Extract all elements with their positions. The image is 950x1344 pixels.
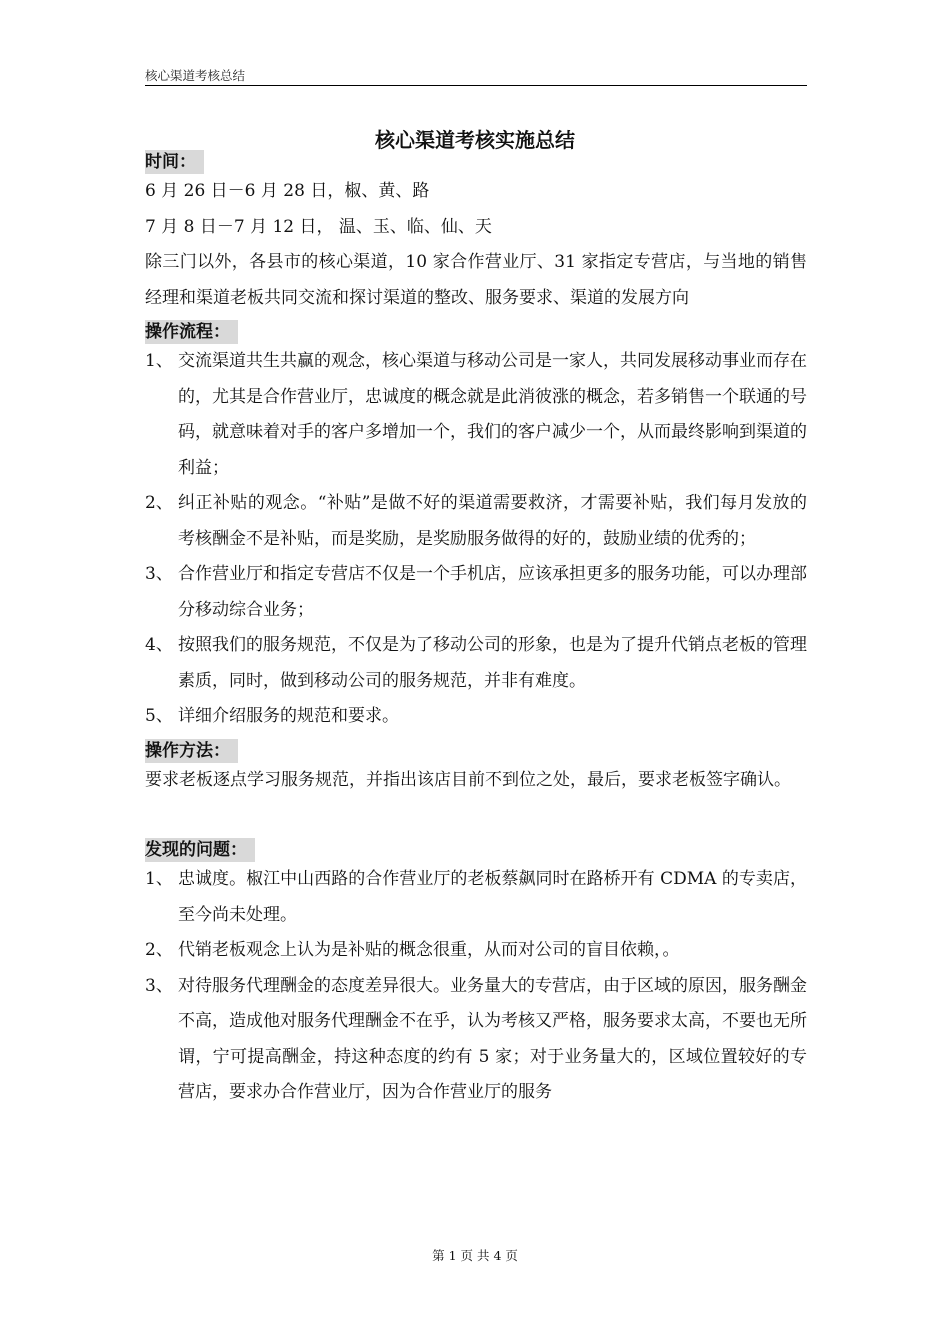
list-text: 忠诚度。椒江中山西路的合作营业厅的老板蔡飙同时在路桥开有 CDMA 的专卖店，至今尚未处理。 [178, 869, 807, 925]
list-number: 2、 [145, 493, 173, 513]
list-item [145, 557, 807, 628]
blank-line [145, 798, 807, 834]
list-item [145, 699, 807, 735]
section-heading-problems: 发现的问题： [145, 838, 255, 862]
list-number: 3、 [145, 564, 173, 584]
list-text: 合作营业厅和指定专营店不仅是一个手机店，应该承担更多的服务功能，可以办理部分移动综合业务； [178, 564, 807, 620]
list-text: 纠正补贴的观念。“补贴”是做不好的渠道需要救济，才需要补贴，我们每月发放的考核酬金不是补贴，而是奖励，是奖励服务做得的好的，鼓励业绩的优秀的； [178, 493, 807, 549]
list-number: 3、 [145, 975, 173, 996]
list-item [145, 862, 807, 933]
method-text: 要求老板逐点学习服务规范，并指出该店目前不到位之处，最后，要求老板签字确认。 [145, 769, 791, 790]
list-item [145, 969, 807, 1111]
list-text: 按照我们的服务规范，不仅是为了移动公司的形象，也是为了提升代销点老板的管理素质，同时，做到移动公司的服务规范，并非有难度。 [178, 635, 807, 691]
list-text: 代销老板观念上认为是补贴的概念很重，从而对公司的盲目依赖，。 [178, 940, 680, 960]
list-text: 交流渠道共生共赢的观念，核心渠道与移动公司是一家人，共同发展移动事业而存在的，尤其是合作营业厅，忠诚度的概念就是此消彼涨的概念，若多销售一个联通的号码，就意味着对手的客户多增加一个，我们的客户减少一个，从而最终影响到渠道的利益； [178, 351, 807, 478]
document-body [145, 146, 807, 1111]
list-item [145, 344, 807, 486]
document-title: 核心渠道考核实施总结 [375, 128, 575, 152]
section-heading-process: 操作流程： [145, 320, 238, 344]
list-number: 1、 [145, 869, 173, 889]
list-number: 1、 [145, 351, 173, 371]
time-line-1: 6 月 26 日－6 月 28 日，椒、黄、路 [145, 181, 430, 201]
time-line-2: 7 月 8 日－7 月 12 日， 温、玉、临、仙、天 [145, 216, 492, 237]
list-text: 对待服务代理酬金的态度差异很大。业务量大的专营店，由于区域的原因，服务酬金不高，造成他对服务代理酬金不在乎，认为考核又严格，服务要求太高，不要也无所谓，宁可提高酬金，持这种态度的约有 5 家；对于业务量大的，区域位置较好的专营店，要求办合作营业厅，因为合作营业厅的服务 [178, 975, 807, 1102]
list-item [145, 486, 807, 557]
page-footer: 第 1 页 共 4 页 [432, 1248, 518, 1263]
list-text: 详细介绍服务的规范和要求。 [178, 706, 399, 726]
section-heading-method: 操作方法： [145, 739, 238, 763]
time-line-3: 除三门以外，各县市的核心渠道，10 家合作营业厅、31 家指定专营店，与当地的销售经理和渠道老板共同交流和探讨渠道的整改、服务要求、渠道的发展方向 [145, 252, 807, 308]
running-header: 核心渠道考核总结 [145, 66, 807, 86]
list-item [145, 933, 807, 969]
list-number: 2、 [145, 940, 173, 960]
list-item [145, 628, 807, 699]
list-number: 4、 [145, 635, 173, 655]
list-number: 5、 [145, 706, 173, 726]
section-heading-time: 时间： [145, 150, 204, 174]
